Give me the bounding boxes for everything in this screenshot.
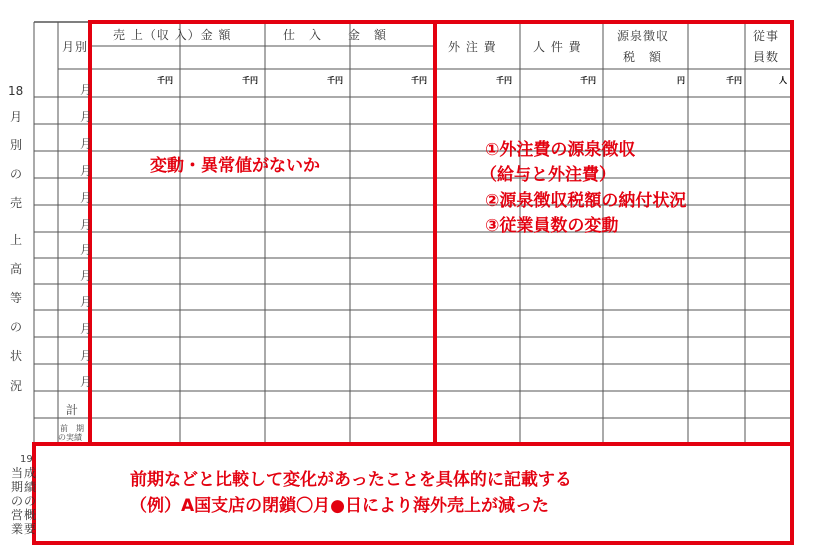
personnel-column-header: 人 件 費 bbox=[533, 40, 582, 54]
section-19-number: 19 bbox=[20, 454, 33, 465]
section-19-label-char: 営 bbox=[11, 508, 24, 522]
unit-label: 人 bbox=[779, 76, 787, 85]
section-18-title-char: 状 bbox=[10, 349, 23, 363]
unit-label: 千円 bbox=[496, 76, 512, 85]
section-18-title-char: の bbox=[10, 167, 23, 181]
section-19-label-char: 期 bbox=[11, 480, 24, 494]
unit-label: 千円 bbox=[580, 76, 596, 85]
purchase-column-header: 仕 入 金 額 bbox=[283, 28, 388, 42]
sales-column-header: 売 上（収 入）金 額 bbox=[113, 28, 232, 42]
section-18-number: 18 bbox=[8, 84, 24, 98]
business-summary-highlight-box bbox=[34, 444, 792, 543]
section-18-title-char: 況 bbox=[10, 379, 23, 393]
withholding-column-header-line1: 源泉徴収 bbox=[617, 29, 670, 43]
section-19-label-char: 概 bbox=[24, 508, 37, 522]
sales-purchase-highlight-box bbox=[90, 22, 435, 444]
month-row-label: 月 bbox=[80, 83, 93, 97]
section-19-label-char: 要 bbox=[24, 522, 37, 536]
month-row-label: 月 bbox=[80, 164, 93, 178]
month-column-header: 月別 bbox=[62, 40, 89, 54]
outsourcing-column-header: 外 注 費 bbox=[448, 40, 497, 54]
section-18-title-char: 上 bbox=[10, 233, 23, 247]
business-summary-instruction: 前期などと比較して変化があったことを具体的に記載する bbox=[130, 470, 572, 490]
unit-label: 千円 bbox=[157, 76, 173, 85]
prior-period-label-line1: 前 期 bbox=[60, 424, 84, 433]
section-19-label-char: 成 bbox=[24, 466, 37, 480]
unit-label: 円 bbox=[677, 76, 685, 85]
month-row-label: 月 bbox=[80, 295, 93, 309]
section-19-label-char: の bbox=[24, 494, 37, 508]
month-row-label: 月 bbox=[80, 243, 93, 257]
month-row-label: 月 bbox=[80, 375, 93, 389]
month-row-label: 月 bbox=[80, 137, 93, 151]
section-19-label-char: 当 bbox=[11, 466, 24, 480]
employees-column-header-line1: 従事 bbox=[753, 29, 780, 43]
section-19-label-char: 業 bbox=[11, 522, 24, 536]
withholding-column-header-line2: 税 額 bbox=[623, 50, 663, 64]
unit-label: 千円 bbox=[411, 76, 427, 85]
section-18-title-char: 等 bbox=[10, 291, 23, 305]
prior-period-label-line2: の実績 bbox=[58, 433, 82, 442]
employees-column-header-line2: 員数 bbox=[753, 50, 780, 64]
employee-count-note: ③従業員数の変動 bbox=[485, 216, 619, 236]
month-row-label: 月 bbox=[80, 218, 93, 232]
section-19-label-char: の bbox=[11, 494, 24, 508]
unit-label: 千円 bbox=[327, 76, 343, 85]
business-summary-example: （例）A国支店の閉鎖〇月●日により海外売上が減った bbox=[130, 496, 549, 516]
month-row-label: 月 bbox=[80, 191, 93, 205]
month-row-label: 月 bbox=[80, 322, 93, 336]
outsourcing-withholding-note: ①外注費の源泉徴収 bbox=[485, 140, 636, 160]
section-19-label-char: 績 bbox=[24, 480, 37, 494]
month-row-label: 月 bbox=[80, 269, 93, 283]
section-18-title-char: 月 bbox=[10, 110, 23, 124]
section-18-title-char: 売 bbox=[10, 196, 23, 210]
month-row-label: 月 bbox=[80, 349, 93, 363]
total-row-label: 計 bbox=[66, 403, 79, 417]
section-18-title-char: の bbox=[10, 320, 23, 334]
withholding-payment-note: ②源泉徴収税額の納付状況 bbox=[485, 191, 687, 211]
section-18-title-char: 別 bbox=[10, 138, 23, 152]
unit-label: 千円 bbox=[242, 76, 258, 85]
unit-label: 千円 bbox=[726, 76, 742, 85]
sales-variation-note: 変動・異常値がないか bbox=[150, 156, 320, 176]
outsourcing-withholding-subnote: （給与と外注費） bbox=[480, 165, 616, 185]
section-18-title-char: 高 bbox=[10, 262, 23, 276]
month-row-label: 月 bbox=[80, 110, 93, 124]
